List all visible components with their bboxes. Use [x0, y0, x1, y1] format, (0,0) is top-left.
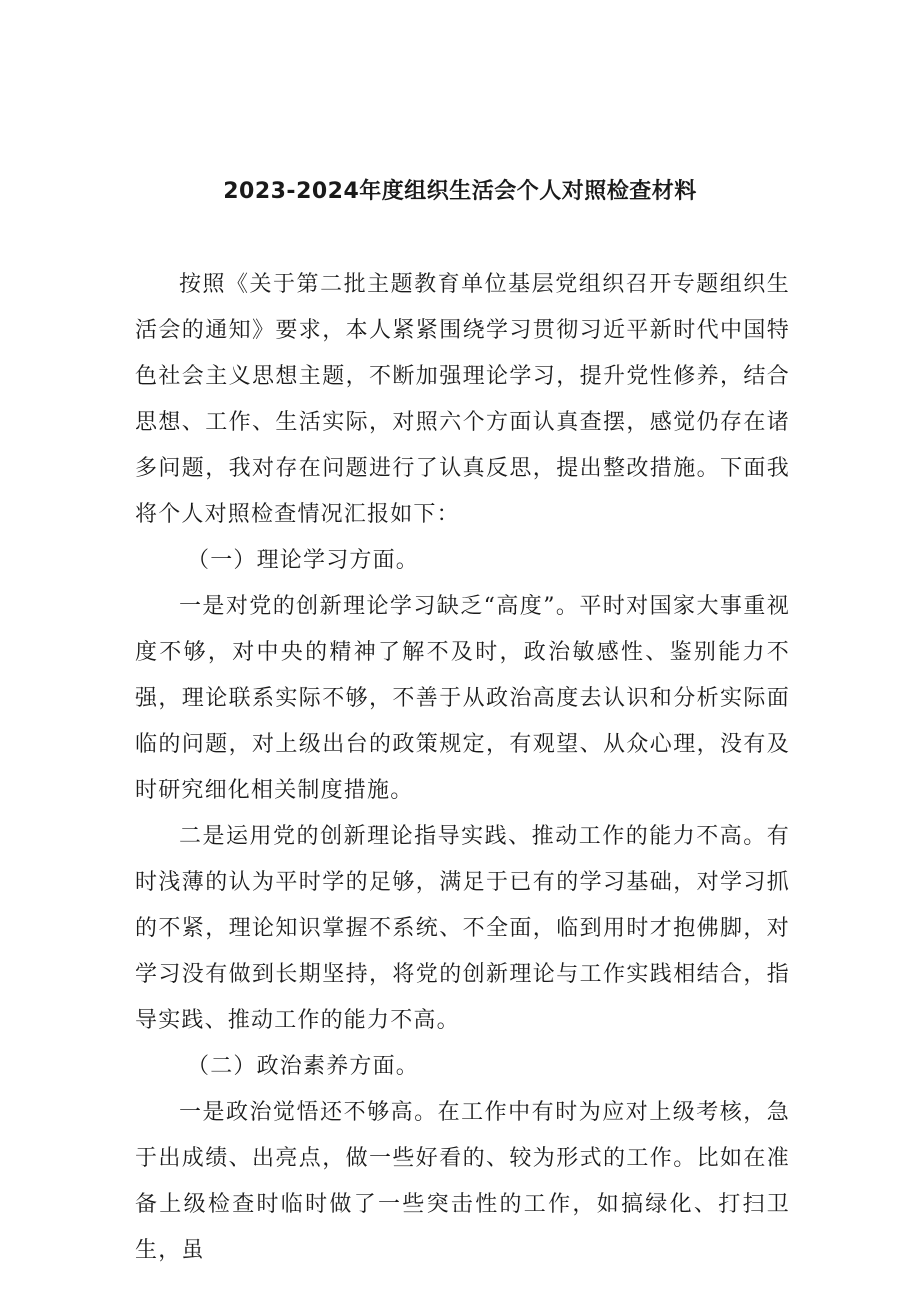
political-issue-one-paragraph: 一是政治觉悟还不够高。在工作中有时为应对上级考核，急于出成绩、出亮点，做一些好看的、较为形式的工作。比如在准备上级检查时临时做了一些突击性的工作，如搞绿化、打扫卫生，虽: [135, 1100, 790, 1263]
section-heading-political-quality: （二）政治素养方面。: [187, 1054, 420, 1079]
theory-issue-one-paragraph: 一是对党的创新理论学习缺乏“高度”。平时对国家大事重视度不够，对中央的精神了解不及时，政治敏感性、鉴别能力不强，理论联系实际不够，不善于从政治高度去认识和分析实际面临的问题，对上级出台的政策规定，有观望、从众心理，没有及时研究细化相关制度措施。: [135, 594, 790, 803]
intro-paragraph: 按照《关于第二批主题教育单位基层党组织召开专题组织生活会的通知》要求，本人紧紧围绕学习贯彻习近平新时代中国特色社会主义思想主题，不断加强理论学习，提升党性修养，结合思想、工作、生活实际，对照六个方面认真查摆，感觉仍存在诸多问题，我对存在问题进行了认真反思，提出整改措施。下面我将个人对照检查情况汇报如下：: [135, 272, 790, 527]
document-title: 2023-2024年度组织生活会个人对照检查材料: [223, 179, 697, 204]
theory-issue-two-paragraph: 二是运用党的创新理论指导实践、推动工作的能力不高。有时浅薄的认为平时学的足够，满足于已有的学习基础，对学习抓的不紧，理论知识掌握不系统、不全面，临到用时才抱佛脚，对学习没有做到长期坚持，将党的创新理论与工作实践相结合，指导实践、推动工作的能力不高。: [135, 824, 790, 1033]
section-heading-theory-study: （一）理论学习方面。: [187, 548, 420, 573]
document-body: [135, 262, 790, 1274]
